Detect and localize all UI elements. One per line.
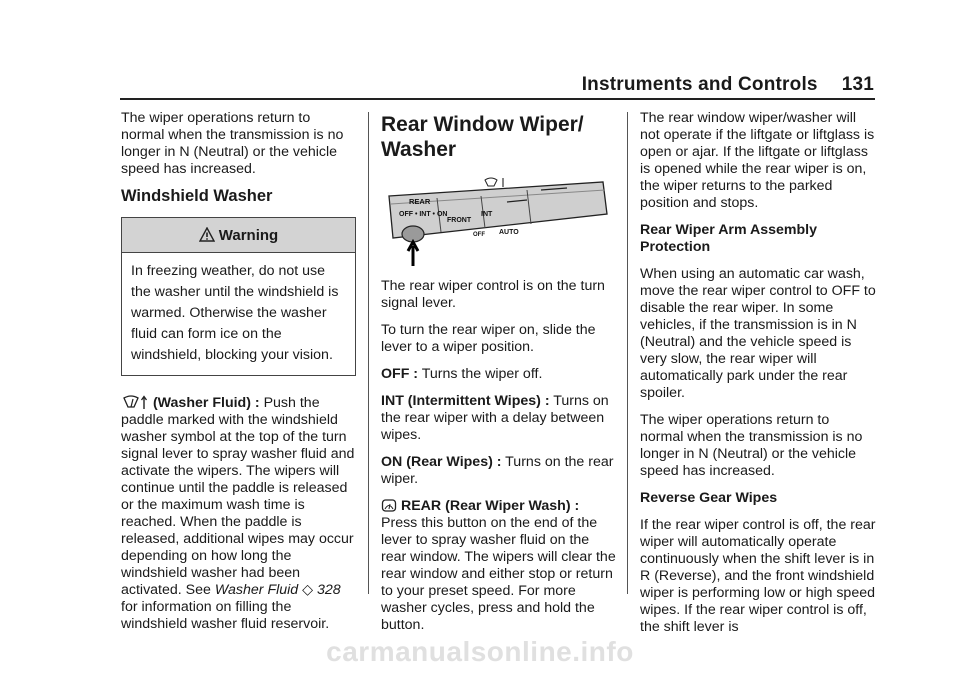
svg-text:REAR: REAR [409,197,431,206]
reverse-gear-paragraph: If the rear wiper control is off, the rear wiper will automatically operate continuously when the shift lever is in R (Reverse), and the front windshield wiper is performing low or high speed wipes. If the rear wiper control is off, the shift lever is [640,517,876,635]
lever-illustration [377,176,611,268]
item-term: OFF : [381,366,419,382]
svg-text:FRONT: FRONT [447,217,472,224]
wiper-return-paragraph: The wiper operations return to normal when the transmission is no longer in N (Neutral) or the vehicle speed has increased. [640,412,863,479]
svg-text:OFF • INT • ON: OFF • INT • ON [399,211,448,218]
header-rule [120,98,875,100]
item-on [381,454,617,488]
item-desc: Turns the wiper off. [421,366,543,382]
car-wash-paragraph: When using an automatic car wash, move the rear wiper control to OFF to disable the rear wiper. In some vehicles, if the transmission is in N (Neutral) and the vehicle speed is very slow, the rear wiper will automatically park under the rear spoiler. [640,266,876,401]
rear-wash-icon [381,498,397,513]
page-number: 131 [841,74,874,95]
washer-fluid-paragraph [121,394,357,633]
section-title: Instruments and Controls [581,74,818,95]
column-right [640,110,876,646]
item-term: INT (Intermittent Wipes) : [381,393,550,409]
xref-page[interactable]: 328 [317,582,341,598]
warning-body: In freezing weather, do not use the washer until the windshield is warmed. Otherwise the washer fluid can form ice on the windshield, blocking your vision. [131,263,339,363]
washer-fluid-desc: Push the paddle marked with the windshield washer symbol at the top of the turn signal lever to spray washer fluid and activate the wipers. The wipers will continue until the paddle is released or the maximum wash time is reached. When the paddle is released, additional wipes may occur depending on how long the windshield washer had been activated. See [121,395,355,598]
column-middle [381,110,617,644]
item-desc: Turns on the rear wiper with a delay between wipes. [381,393,609,443]
washer-fluid-xref-link[interactable]: Washer Fluid [214,582,299,598]
item-off [381,366,617,383]
rear-wash-desc: Press this button on the end of the lever to spray washer fluid on the rear window. The wipers will clear the rear window and either stop or return to your preset speed. For more washer cycles, press and hold the button. [381,515,616,633]
section-heading-windshield-washer: Windshield Washer [121,187,273,205]
column-left [121,110,357,643]
svg-text:AUTO: AUTO [499,229,519,236]
washer-fluid-term: (Washer Fluid) : [152,395,260,411]
rear-wash-term: REAR (Rear Wiper Wash) : [400,498,580,514]
liftgate-paragraph: The rear window wiper/washer will not operate if the liftgate or liftglass is open or ajar. If the liftgate or liftglass is opened while the rear wiper is on, the wiper returns to the parked position and stops. [640,110,875,211]
rear-wiper-instruction: To turn the rear wiper on, slide the lever to a wiper position. [381,322,596,355]
warning-header [122,218,355,253]
page-header [582,74,874,96]
svg-text:OFF: OFF [473,232,485,238]
subheading-arm-protection: Rear Wiper Arm Assembly Protection [640,222,818,255]
item-desc: Turns on the rear wiper. [381,454,614,487]
item-int [381,393,617,444]
warning-title: Warning [218,226,279,244]
column-divider [627,112,628,594]
section-heading-rear-wiper: Rear Window Wiper/ Washer [381,113,584,161]
watermark: carmanualsonline.info [326,636,634,667]
rear-wash-paragraph [381,498,617,634]
washer-fluid-desc-end: for information on filling the windshield washer fluid reservoir. [121,599,330,632]
warning-triangle-icon [199,227,215,243]
column-divider [368,112,369,594]
warning-box [121,217,356,376]
intro-paragraph: The wiper operations return to normal when the transmission is no longer in N (Neutral) or the vehicle speed has increased. [121,110,344,177]
svg-text:INT: INT [481,211,493,218]
washer-fluid-icon [121,394,149,410]
subheading-reverse-gear: Reverse Gear Wipes [640,490,778,506]
xref-arrow-icon: ◇ [302,582,314,598]
top-washer-symbol [485,178,503,187]
item-term: ON (Rear Wipes) : [381,454,502,470]
rear-wiper-intro: The rear wiper control is on the turn signal lever. [381,278,605,311]
